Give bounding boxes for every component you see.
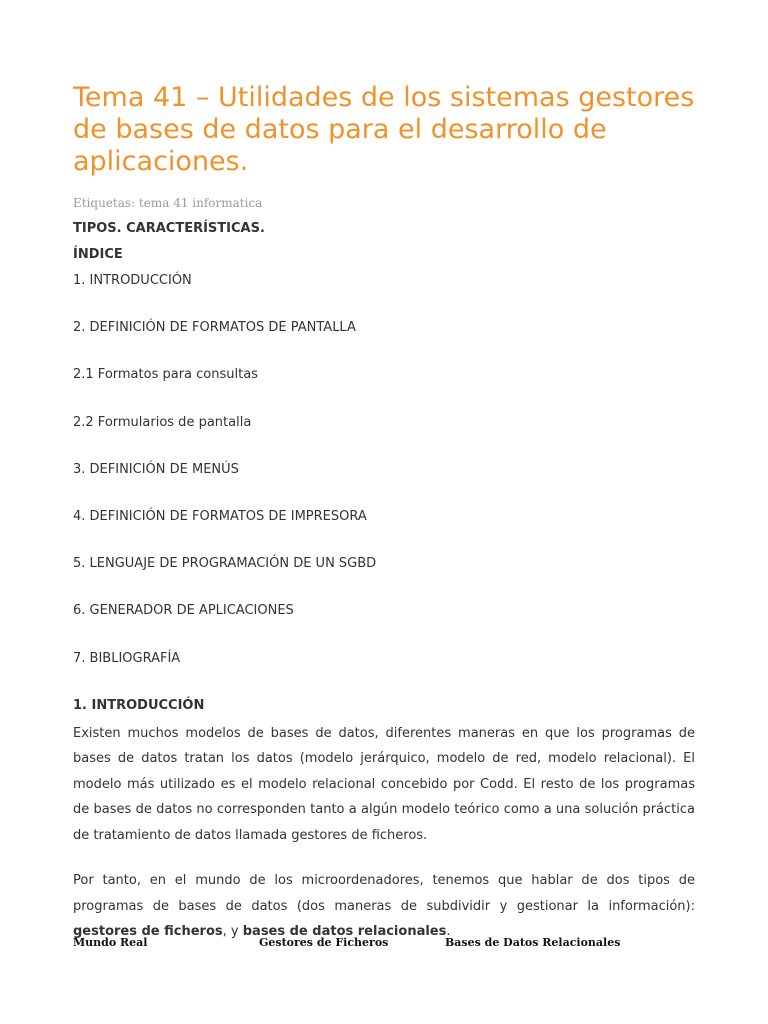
- tags-line: Etiquetas: tema 41 informatica: [73, 196, 263, 210]
- table-of-contents: [73, 272, 695, 668]
- intro-paragraph-2: [73, 868, 695, 945]
- bold-term: gestores de ficheros: [73, 924, 223, 940]
- table-header-cell: Gestores de Ficheros: [259, 936, 389, 949]
- toc-item: 1. INTRODUCCIÓN: [73, 273, 192, 288]
- table-header-cell: Bases de Datos Relacionales: [445, 936, 621, 949]
- toc-item: 5. LENGUAJE DE PROGRAMACIÓN DE UN SGBD: [73, 556, 377, 572]
- toc-item: 2.2 Formularios de pantalla: [73, 414, 252, 430]
- toc-item: 4. DEFINICIÓN DE FORMATOS DE IMPRESORA: [73, 508, 367, 524]
- toc-item: 2. DEFINICIÓN DE FORMATOS DE PANTALLA: [73, 320, 356, 336]
- paragraph-text: Por tanto, en el mundo de los microordenadores, tenemos que hablar de dos tipos de programas de bases de datos (dos maneras de subdividir y gestionar la información):: [73, 873, 695, 914]
- bold-term: bases de datos relacionales: [242, 924, 447, 940]
- toc-item: 6. GENERADOR DE APLICACIONES: [73, 603, 294, 619]
- toc-item: 7. BIBLIOGRAFÍA: [73, 650, 181, 666]
- paragraph-text: , y: [222, 924, 243, 940]
- toc-item: 2.1 Formatos para consultas: [73, 367, 258, 383]
- document-subtitle: TIPOS. CARACTERÍSTICAS.: [73, 221, 265, 236]
- intro-paragraph: Existen muchos modelos de bases de datos, diferentes maneras en que los programas de bases de datos tratan los datos (modelo jerárquico, modelo de red, modelo relacional). El modelo más utilizado es el modelo relacional concebido por Codd. El resto de los programas de bases de datos no corresponden tanto a algún modelo teórico como a una solución práctica de tratamiento de datos llamada gestores de ficheros.: [73, 725, 695, 843]
- document-title: Tema 41 – Utilidades de los sistemas gestores de bases de datos para el desarrollo de aplicaciones.: [73, 82, 695, 177]
- toc-item: 3. DEFINICIÓN DE MENÚS: [73, 461, 239, 477]
- index-heading: ÍNDICE: [73, 247, 123, 262]
- table-header-cell: Mundo Real: [73, 936, 148, 949]
- section-heading: 1. INTRODUCCIÓN: [73, 697, 205, 713]
- paragraph-text: .: [446, 924, 451, 940]
